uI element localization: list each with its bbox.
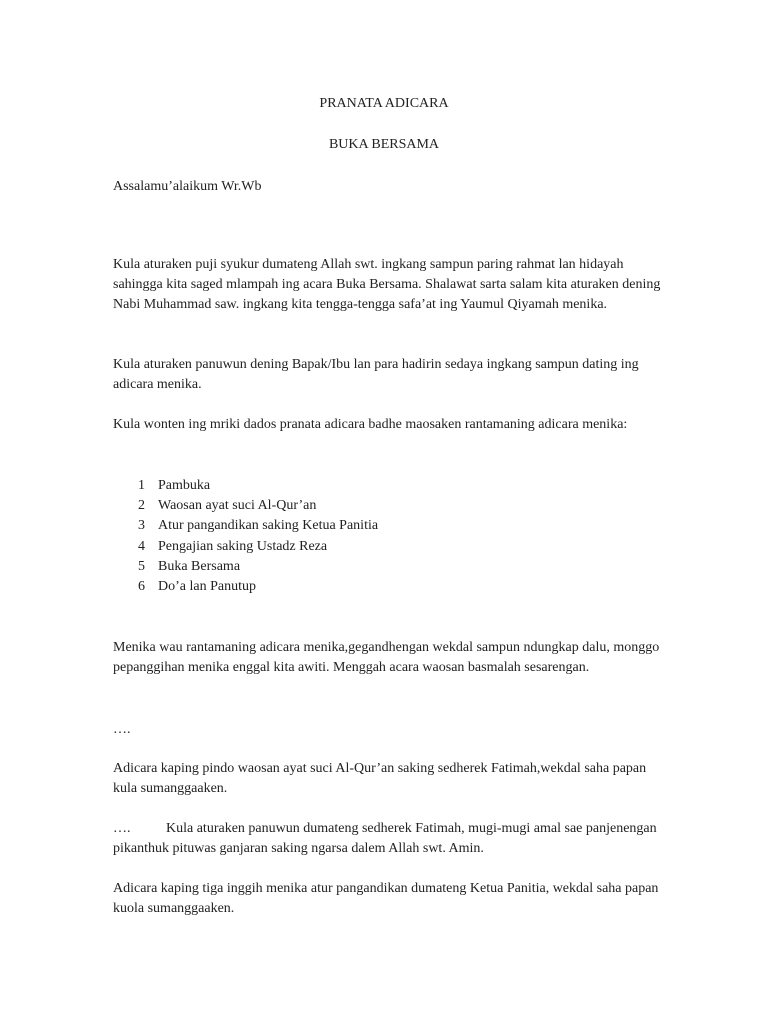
greeting: Assalamu’alaikum Wr.Wb [113, 179, 262, 194]
agenda-item-text: Pambuka [158, 478, 211, 493]
paragraph-agenda-intro: Kula wonten ing mriki dados pranata adicara badhe maosaken rantamaning adicara menika: [113, 417, 628, 432]
agenda-item-text: Buka Bersama [158, 558, 241, 574]
agenda-item-text: Atur pangandikan saking Ketua Panitia [158, 518, 379, 534]
ellipsis: …. [113, 722, 131, 737]
paragraph-thanks: Kula aturaken panuwun dening Bapak/Ibu lan para hadirin sedaya ingkang sampun dating ing adicara menika. [113, 357, 639, 392]
paragraph-thanks-fatimah-text: Kula aturaken panuwun dumateng sedherek Fatimah, mugi-mugi amal sae panjenengan pikanthuk pituwas ganjaran saking ngarsa dalem Allah swt. Amin. [113, 821, 657, 856]
document-subtitle: BUKA BERSAMA [328, 137, 440, 152]
agenda-item [113, 516, 673, 536]
agenda-item [113, 496, 673, 516]
agenda-item-number: 3 [138, 518, 145, 534]
document-title: PRANATA ADICARA [319, 96, 449, 111]
agenda-item [113, 557, 673, 577]
agenda-item-text: Pengajian saking Ustadz Reza [158, 538, 328, 554]
paragraph-thanks-fatimah [113, 819, 673, 859]
paragraph-start: Menika wau rantamaning adicara menika,gegandhengan wekdal sampun ndungkap dalu, monggo pepanggihan menika enggal kita awiti. Menggah acara waosan basmalah sesarengan. [113, 640, 660, 675]
agenda-item-text: Do’a lan Panutup [158, 578, 256, 594]
paragraph-opening: Kula aturaken puji syukur dumateng Allah swt. ingkang sampun paring rahmat lan hidayah sahingga kita saged mlampah ing acara Buka Bersama. Shalawat sarta salam kita aturaken dening Nabi Muhammad saw. ingkang kita tengga-tengga safa’at ing Yaumul Qiyamah menika. [113, 257, 661, 312]
paragraph-committee-speech: Adicara kaping tiga inggih menika atur pangandikan dumateng Ketua Panitia, wekdal saha papan kuola sumanggaaken. [113, 881, 659, 916]
paragraph-quran-reading: Adicara kaping pindo waosan ayat suci Al-Qur’an saking sedherek Fatimah,wekdal saha papan kula sumanggaaken. [113, 761, 647, 796]
agenda-item [113, 537, 673, 557]
agenda-item [113, 577, 673, 597]
agenda-item-number: 1 [138, 478, 145, 493]
agenda-item-number: 5 [138, 558, 145, 574]
agenda-list [113, 476, 673, 597]
agenda-item [113, 476, 673, 496]
agenda-item-text: Waosan ayat suci Al-Qur’an [158, 498, 317, 514]
agenda-item-number: 2 [138, 498, 145, 514]
ellipsis: …. [113, 821, 131, 836]
agenda-item-number: 4 [138, 538, 145, 554]
agenda-item-number: 6 [138, 578, 145, 594]
